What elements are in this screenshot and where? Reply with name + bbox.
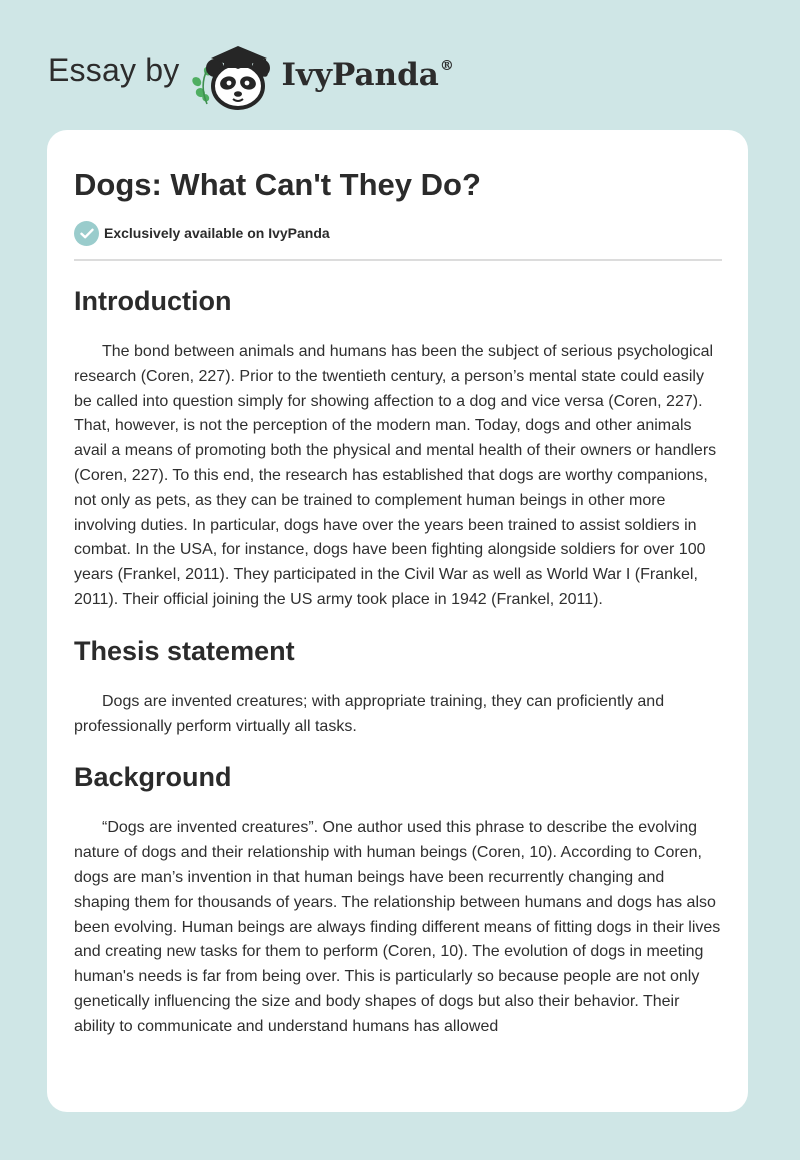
section-paragraph: Dogs are invented creatures; with appropriate training, they can proficiently and professionally perform virtually all tasks. [74, 692, 665, 735]
section-paragraph: “Dogs are invented creatures”. One author used this phrase to describe the evolving nature of dogs and their relationship with human beings (Coren, 10). According to Coren, dogs are man’s invention in that human beings have been recurrently changing and shaping them for thousands of years. The relationship between humans and dogs has also been evolving. Human beings are always finding different means of fitting dogs in their lives and creating new tasks for them to perform (Coren, 10). The evolution of dogs in meeting human's needs is far from being over. This is particularly so because people are not only genetically influencing the size and body shapes of dogs but also their behavior. Their ability to communicate and understand humans has allowed [74, 819, 721, 1035]
section-heading: Introduction [74, 286, 232, 316]
site-header [48, 34, 454, 114]
section-paragraph: The bond between animals and humans has been the subject of serious psychological research (Coren, 227). Prior to the twentieth century, a person’s mental state could easily be called into question simply for showing affection to a dog and vice versa (Coren, 227). That, however, is not the perception of the modern man. Today, dogs and other animals avail a means of promoting both the physical and mental health of their owners or handlers (Coren, 227). To this end, the research has established that dogs are worthy companions, not only as pets, as they can be trained to complement human beings in other more involving duties. In particular, dogs have over the years been trained to assist soldiers in combat. In the USA, for instance, dogs have been fighting alongside soldiers for over 100 years (Frankel, 2011). They participated in the Civil War as well as World War I (Frankel, 2011). Their official joining the US army took place in 1942 (Frankel, 2011). [74, 343, 717, 608]
section-background [74, 761, 722, 1039]
registered-mark: ® [439, 57, 454, 74]
section-heading: Background [74, 762, 232, 793]
check-icon [74, 221, 99, 246]
brand-name-text: IvyPanda [281, 57, 439, 93]
brand-name [281, 57, 453, 93]
essay-title: Dogs: What Can't They Do? [74, 167, 481, 202]
section-thesis-statement [74, 635, 722, 740]
panda-logo-icon [187, 34, 279, 114]
exclusive-text: Exclusively available on IvyPanda [104, 225, 330, 241]
essay-card [47, 130, 748, 1112]
section-heading: Thesis statement [74, 635, 295, 666]
brand-prefix: Essay by [48, 51, 180, 88]
exclusive-badge [74, 220, 722, 246]
title-divider [74, 259, 722, 261]
section-introduction [74, 285, 722, 613]
